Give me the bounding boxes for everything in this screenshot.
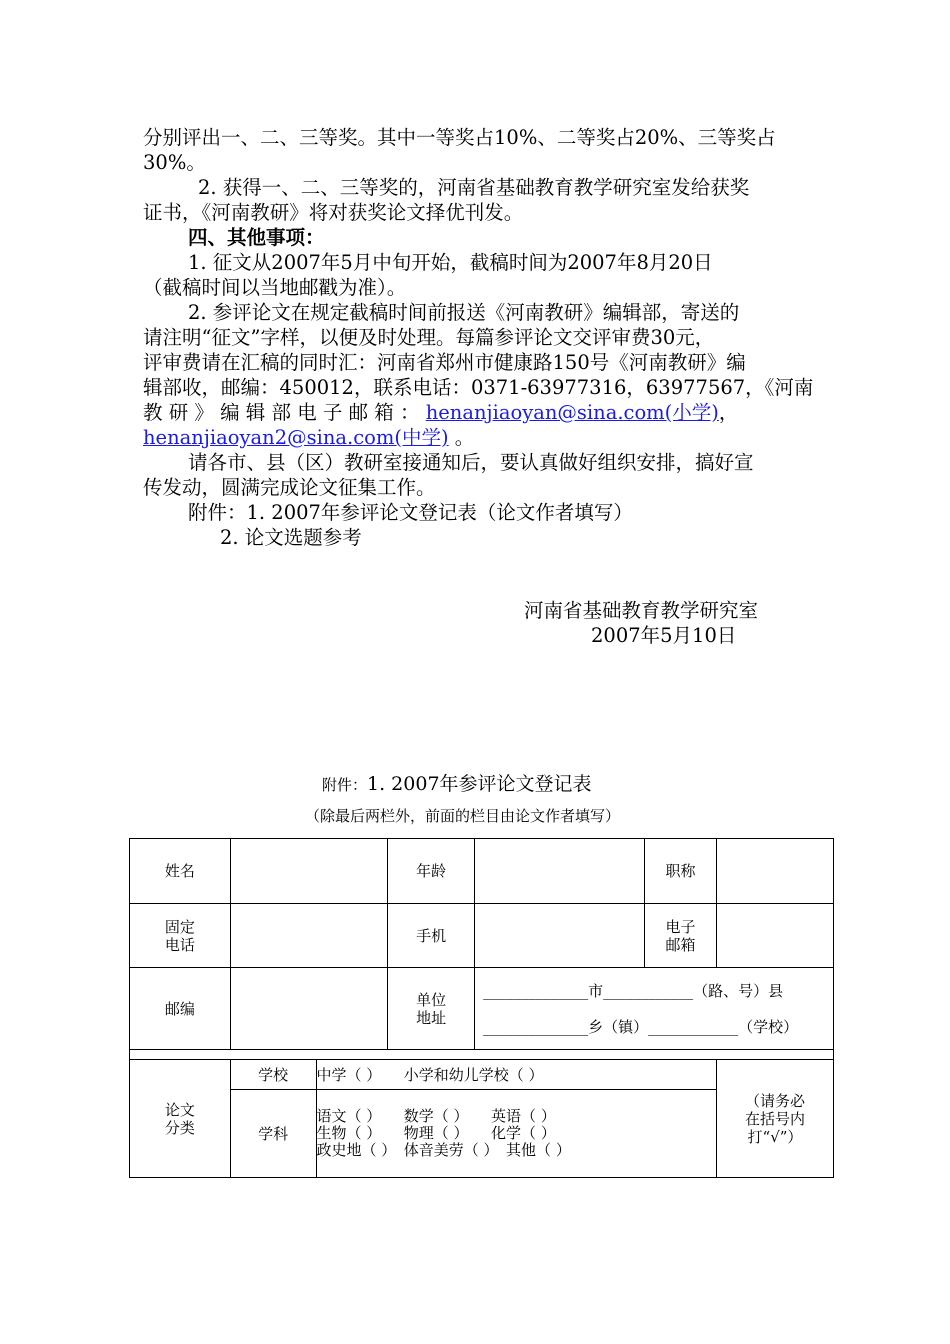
para-line: 2. 获得一、二、三等奖的，河南省基础教育教学研究室发给获奖 (198, 176, 750, 199)
signature-org: 河南省基础教育教学研究室 (524, 599, 759, 622)
label-category-text: 论文分类 (164, 1100, 195, 1137)
punctuation: 。 (448, 426, 475, 449)
para-line: 分别评出一、二、三等奖。其中一等奖占10%、二等奖占20%、三等奖占 (143, 126, 776, 149)
attachment-prefix: 附件： (322, 776, 368, 794)
label-email (645, 904, 717, 968)
label-subject: 学科 (230, 1090, 316, 1178)
para-line: 请注明“征文”字样，以便及时处理。每篇参评论文交评审费30元， (143, 326, 715, 349)
address-field[interactable] (475, 968, 834, 1050)
label-email-text: 电子邮箱 (665, 917, 696, 954)
subject-row: 语文（ ） 数学（ ） 英语（ ） (316, 1107, 556, 1125)
label-age: 年龄 (388, 839, 475, 904)
email-link-secondary[interactable]: henanjiaoyan2@sina.com(中学) (143, 426, 449, 449)
email-field[interactable] (716, 904, 833, 968)
subject-row: 政史地（ ） 体音美劳（ ） 其他（ ） (316, 1141, 571, 1159)
section-heading: 四、其他事项： (188, 226, 325, 249)
subject-row: 生物（ ） 物理（ ） 化学（ ） (316, 1124, 556, 1142)
para-line: 2. 参评论文在规定截稿时间前报送《河南教研》编辑部，寄送的 (188, 301, 740, 324)
para-line: 1. 征文从2007年5月中旬开始，截稿时间为2007年8月20日 (188, 251, 713, 274)
age-field[interactable] (475, 839, 645, 904)
label-category (130, 1060, 231, 1178)
para-line: 辑部收，邮编：450012，联系电话：0371-63977316，63977567，《河南 (143, 376, 814, 399)
signature-date: 2007年5月10日 (591, 624, 737, 647)
email-link-primary[interactable]: henanjiaoyan@sina.com(小学) (425, 401, 719, 424)
para-line (143, 400, 738, 425)
para-line (143, 425, 474, 450)
para-line: 2. 论文选题参考 (220, 526, 362, 549)
attachment-title-text: 1. 2007年参评论文登记表 (367, 773, 592, 795)
para-line: （截稿时间以当地邮戳为准）。 (143, 276, 407, 299)
label-school: 学校 (230, 1060, 316, 1090)
mobile-field[interactable] (475, 904, 645, 968)
subject-options[interactable] (316, 1090, 716, 1178)
phone-field[interactable] (230, 904, 388, 968)
para-line: 附件：1. 2007年参评论文登记表（论文作者填写） (188, 501, 633, 524)
para-line: 评审费请在汇稿的同时汇：河南省郑州市健康路150号《河南教研》编 (143, 351, 746, 374)
label-zip: 邮编 (130, 968, 231, 1050)
check-note (716, 1060, 833, 1178)
registration-form (129, 838, 834, 1178)
punctuation: ， (718, 401, 739, 424)
spacer-row (130, 1050, 834, 1060)
email-label: 教 研 》 编 辑 部 电 子 邮 箱 ： (143, 401, 420, 424)
label-phone (130, 904, 231, 968)
name-field[interactable] (230, 839, 388, 904)
para-line: 30%。 (143, 151, 206, 174)
check-note-text: （请务必在括号内打“√”） (744, 1091, 805, 1146)
label-title: 职称 (645, 839, 717, 904)
label-address-text: 单位地址 (416, 990, 447, 1027)
para-line: 证书，《河南教研》将对获奖论文择优刊发。 (143, 201, 524, 224)
label-name: 姓名 (130, 839, 231, 904)
address-line-2: ______________乡（镇）____________（学校） (483, 1017, 799, 1036)
school-options[interactable]: 中学（ ） 小学和幼儿学校（ ） (316, 1060, 716, 1090)
attachment-note: （除最后两栏外，前面的栏目由论文作者填写） (305, 807, 621, 825)
label-phone-text: 固定电话 (164, 917, 195, 954)
attachment-title (322, 772, 592, 798)
para-line: 请各市、县（区）教研室接通知后，要认真做好组织安排，搞好宣 (188, 451, 754, 474)
title-field[interactable] (716, 839, 833, 904)
address-line-1: ______________市____________（路、号）县 (483, 981, 784, 1000)
label-address (388, 968, 475, 1050)
zip-field[interactable] (230, 968, 388, 1050)
para-line: 传发动，圆满完成论文征集工作。 (143, 476, 436, 499)
label-mobile: 手机 (388, 904, 475, 968)
